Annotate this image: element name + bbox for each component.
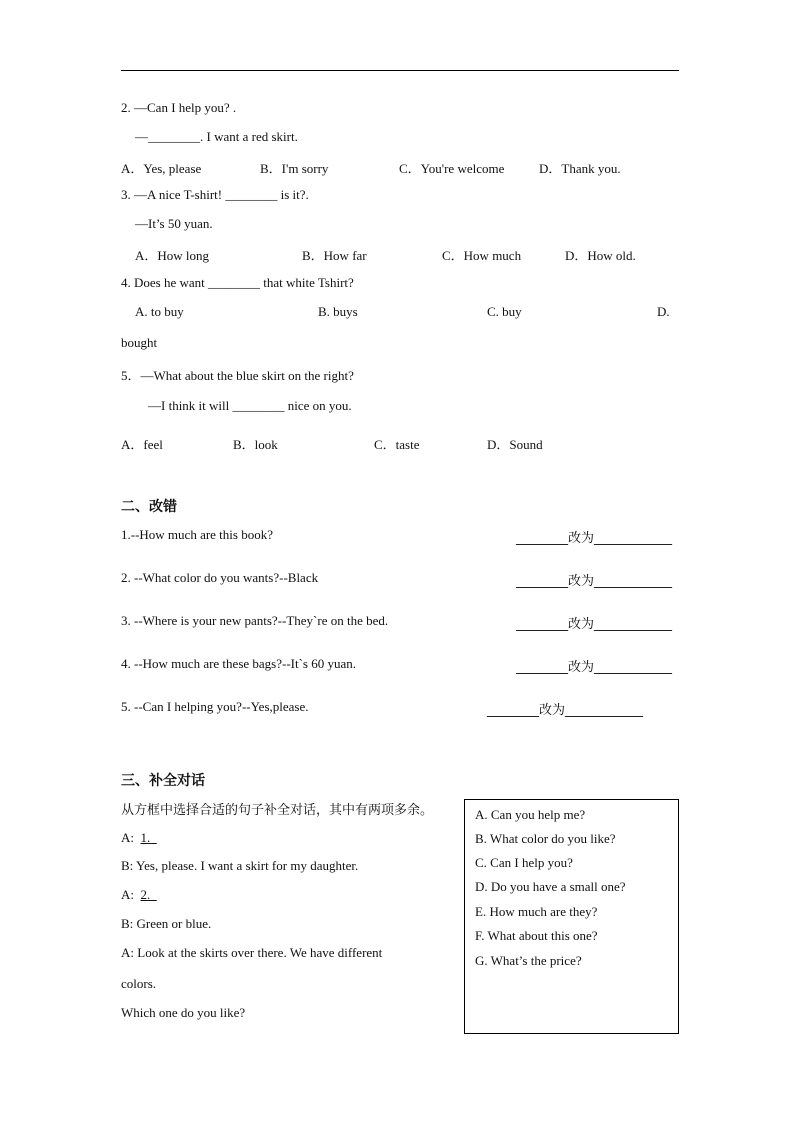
dialogue-line-5: A: Look at the skirts over there. We have different bbox=[121, 945, 383, 960]
q2-response: —________. I want a red skirt. bbox=[135, 129, 298, 144]
box-option-e: E. How much are they? bbox=[475, 904, 598, 919]
box-option-c: C. Can I help you? bbox=[475, 855, 573, 870]
error-item-3: 3. --Where is your new pants?--They`re on the bed. bbox=[121, 613, 389, 628]
box-option-g: G. What’s the price? bbox=[475, 953, 582, 968]
q5-option-a: A．feel bbox=[121, 437, 163, 452]
dialogue-line-4: B: Green or blue. bbox=[121, 916, 212, 931]
q5-option-b: B．look bbox=[233, 437, 278, 452]
dialogue-speaker: A: bbox=[121, 887, 134, 902]
error-item-4: 4. --How much are these bags?--It`s 60 yuan. bbox=[121, 656, 357, 671]
q3-response: —It’s 50 yuan. bbox=[135, 216, 213, 231]
error-answer-1: ________改为____________ bbox=[516, 531, 673, 546]
box-option-a: A. Can you help me? bbox=[475, 807, 586, 822]
dialogue-line-3 bbox=[121, 887, 157, 903]
box-option-d: D. Do you have a small one? bbox=[475, 879, 626, 894]
section3-title: 三、补全对话 bbox=[121, 773, 205, 789]
q3-option-a: A．How long bbox=[135, 248, 210, 263]
q2-option-b: B．I'm sorry bbox=[260, 161, 329, 176]
box-option-b: B. What color do you like? bbox=[475, 831, 616, 846]
q2-stem: 2. —Can I help you? . bbox=[121, 100, 237, 115]
q5-response: —I think it will ________ nice on you. bbox=[148, 398, 352, 413]
error-answer-3: ________改为____________ bbox=[516, 617, 673, 632]
dialogue-blank-2: 2. bbox=[140, 887, 151, 902]
error-item-2: 2. --What color do you wants?--Black bbox=[121, 570, 319, 585]
dialogue-line-2: B: Yes, please. I want a skirt for my daughter. bbox=[121, 858, 359, 873]
q2-option-d: D．Thank you. bbox=[539, 161, 621, 176]
q5-option-d: D．Sound bbox=[487, 437, 543, 452]
error-item-1: 1.--How much are this book? bbox=[121, 527, 273, 542]
header-rule bbox=[121, 70, 679, 71]
error-answer-2: ________改为____________ bbox=[516, 574, 673, 589]
box-option-f: F. What about this one? bbox=[475, 928, 598, 943]
error-item-5: 5. --Can I helping you?--Yes,please. bbox=[121, 699, 309, 714]
dialogue-blank-1: 1. bbox=[140, 830, 151, 845]
q2-option-a: A．Yes, please bbox=[121, 161, 202, 176]
q3-stem: 3. —A nice T-shirt! ________ is it?. bbox=[121, 187, 309, 202]
q4-option-b: B. buys bbox=[318, 304, 358, 319]
error-answer-4: ________改为____________ bbox=[516, 660, 673, 675]
dialogue-line-7: Which one do you like? bbox=[121, 1005, 246, 1020]
q5-option-c: C．taste bbox=[374, 437, 420, 452]
q4-stem: 4. Does he want ________ that white Tshirt? bbox=[121, 275, 354, 290]
q3-option-b: B．How far bbox=[302, 248, 367, 263]
q4-option-d-wrap: bought bbox=[121, 335, 158, 350]
q5-stem: 5．—What about the blue skirt on the right? bbox=[121, 368, 354, 383]
dialogue-line-6: colors. bbox=[121, 976, 157, 991]
q3-option-c: C．How much bbox=[442, 248, 522, 263]
q4-option-c: C. buy bbox=[487, 304, 522, 319]
section2-title: 二、改错 bbox=[121, 499, 177, 515]
q4-option-a: A. to buy bbox=[135, 304, 184, 319]
section3-instruction: 从方框中选择合适的句子补全对话，其中有两项多余。 bbox=[121, 803, 434, 818]
error-answer-5: ________改为____________ bbox=[487, 703, 644, 718]
dialogue-speaker: A: bbox=[121, 830, 134, 845]
q2-option-c: C．You're welcome bbox=[399, 161, 505, 176]
dialogue-line-1 bbox=[121, 830, 157, 846]
q3-option-d: D．How old. bbox=[565, 248, 636, 263]
q4-option-d: D. bbox=[657, 304, 670, 319]
